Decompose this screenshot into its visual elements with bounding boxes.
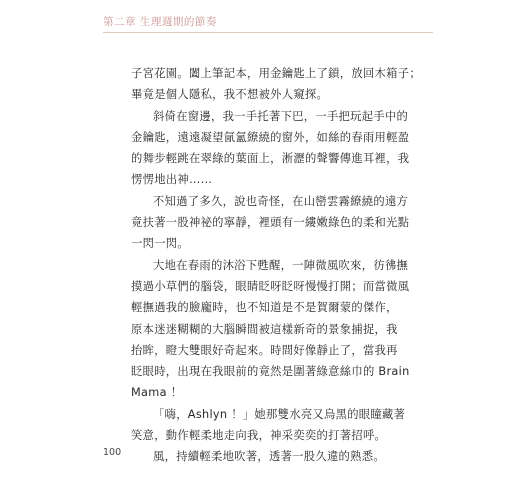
text-line: 「嗨，Ashlyn ！」她那雙水亮又烏黑的眼瞳藏著 [153,407,406,421]
text-line: 的舞步輕跳在翠綠的葉面上，淅瀝的聲響傳進耳裡，我 [131,152,410,166]
body-text [131,63,421,468]
text-line: 竟扶著一股神祕的寧靜，裡頭有一縷嫩綠色的柔和光點 [131,216,410,230]
text-line: 畢竟是個人隱私，我不想被外人窺探。 [131,88,329,102]
text-line: 金鑰匙，遠遠凝望氤氳繚繞的窗外，如絲的春雨用輕盈 [131,130,410,144]
text-line: 子宮花園。闔上筆記本，用金鑰匙上了鎖，放回木箱子； [131,67,421,80]
chapter-header: 第二章 生理週期的節奏 [103,16,217,28]
header-divider [103,32,433,33]
text-line: 一閃一閃。 [131,237,189,251]
text-line: 原本迷迷糊糊的大腦瞬間被這樣新奇的景象捕捉，我 [131,322,398,336]
text-line: 愣愣地出神…… [131,173,213,187]
page-number: 100 [103,447,122,458]
text-line: 抬眸，瞪大雙眼好奇起來。時間好像靜止了，當我再 [131,343,398,357]
text-line: 大地在春雨的沐浴下甦醒，一陣微風吹來，彷彿撫 [153,258,409,272]
text-line: 斜倚在窗邊，我一手托著下巴，一手把玩起手中的 [153,109,409,123]
text-line: 笑意，動作輕柔地走向我，神采奕奕的打著招呼。 [131,429,387,443]
text-line: 摸過小草們的腦袋，眼睛眨呀眨呀慢慢打開；而當微風 [131,279,410,293]
text-line: 不知過了多久，說也奇怪，在山巒雲霧繚繞的遠方 [153,194,409,208]
text-line: 眨眼時，出現在我眼前的竟然是圍著綠意絲巾的 Brain [131,365,410,379]
text-line: 輕撫過我的臉龐時，也不知道是不是賀爾蒙的傑作， [131,301,398,315]
text-line: Mama ！ [131,386,183,400]
text-line: 風，持續輕柔地吹著，透著一股久違的熟悉。 [153,450,385,464]
